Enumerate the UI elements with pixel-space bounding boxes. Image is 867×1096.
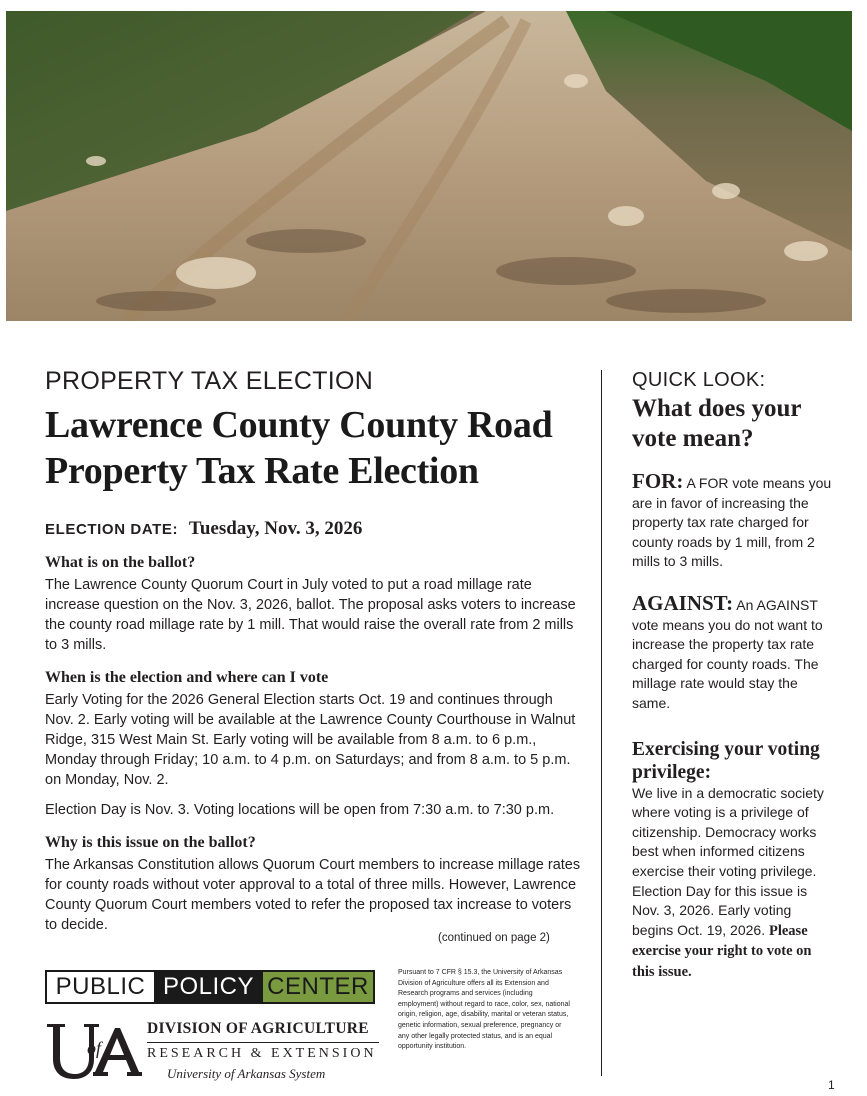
ppc-word-policy: POLICY	[154, 972, 263, 1002]
uofa-division-logo	[43, 1020, 383, 1082]
title-line-2: Property Tax Rate Election	[45, 450, 479, 492]
election-date-value: Tuesday, Nov. 3, 2026	[188, 518, 363, 539]
election-date-label: ELECTION DATE:	[45, 521, 179, 538]
ppc-word-public: PUBLIC	[47, 972, 154, 1002]
title-line-1: Lawrence County County Road	[45, 404, 553, 446]
main-article	[45, 366, 585, 935]
article-kicker: PROPERTY TAX ELECTION	[45, 367, 374, 395]
public-policy-center-logo	[45, 970, 375, 1004]
section-text-ballot: The Lawrence County Quorum Court in July voted to put a road millage rate increase question on the Nov. 3, 2026, ballot. The proposal asks voters to increase the county road millage rate by 1 mill. That would raise the overall rate from 2 mills to 3 mills.	[45, 577, 576, 653]
uofa-division-text: DIVISION OF AGRICULTURE	[147, 1020, 369, 1037]
quick-look-sidebar	[632, 368, 832, 982]
exercise-heading: Exercising your voting privilege:	[632, 738, 820, 783]
exercise-block	[632, 784, 832, 983]
uofa-rule	[147, 1042, 379, 1043]
article-title	[45, 402, 585, 494]
section-heading-why: Why is this issue on the ballot?	[45, 834, 256, 851]
uofa-research-text: RESEARCH & EXTENSION	[147, 1046, 377, 1061]
column-divider	[601, 370, 602, 1076]
section-text-why: The Arkansas Constitution allows Quorum Court members to increase millage rates for county roads without voter approval to a total of three mills. However, Lawrence County Quorum Court members voted to refer the proposed tax increase to voters to decide.	[45, 857, 581, 933]
page-number: 1	[828, 1078, 835, 1092]
uofa-system-text: University of Arkansas System	[167, 1066, 326, 1081]
for-text: A FOR vote means you are in favor of increasing the property tax rate charged for county roads by 1 mill, from 2 mills to 3 mills.	[632, 475, 832, 570]
legal-notice: Pursuant to 7 CFR § 15.3, the University of Arkansas Division of Agriculture offers all its Extension and Research programs and services (including employment) without regard to race, color, sex, national origin, religion, age, disability, marital or veteran status, genetic information, sexual preference, pregnancy or any other legally protected status, and is an equal opportunity institution.	[398, 969, 570, 1051]
header-photo	[6, 11, 852, 321]
continued-note: (continued on page 2)	[438, 932, 550, 944]
section-heading-when: When is the election and where can I vote	[45, 669, 329, 686]
exercise-text: We live in a democratic society where voting is a privilege of citizenship. Democracy works best when informed citizens exercise their voting privilege. Election Day for this issue is Nov. 3, 2026. Early voting begins Oct. 19, 2026.	[632, 784, 824, 938]
for-vote-block	[632, 469, 832, 572]
sidebar-kicker: QUICK LOOK:	[632, 369, 766, 391]
ppc-word-center: CENTER	[263, 972, 373, 1002]
gravel-road-photo-icon	[6, 11, 852, 321]
sidebar-title: What does your vote mean?	[632, 395, 802, 452]
section-text-when-day: Election Day is Nov. 3. Voting locations will be open from 7:30 a.m. to 7:30 p.m.	[45, 802, 555, 818]
section-text-when-early: Early Voting for the 2026 General Election starts Oct. 19 and continues through Nov. 2. Early voting will be available at the Lawrence County Courthouse in Walnut Ridge, 315 West Main St. Early voting will be available from 8 a.m. to 6 p.m., Monday through Friday; 10 a.m. to 4 p.m. on Saturdays; and from 8 a.m. to 5 p.m. on Monday, Nov. 2.	[45, 692, 576, 788]
election-date	[45, 518, 585, 540]
against-label: AGAINST:	[632, 590, 734, 615]
svg-text:of: of	[87, 1038, 102, 1058]
against-text: An AGAINST vote means you do not want to increase the property tax rate charged for county roads. The millage rate would stay the same.	[632, 596, 823, 711]
for-label: FOR:	[632, 469, 684, 493]
against-vote-block	[632, 590, 832, 714]
section-heading-ballot: What is on the ballot?	[45, 554, 196, 571]
uofa-mark-icon	[43, 1020, 143, 1080]
exercise-bold-text: Please exercise your right to vote on this issue.	[632, 922, 812, 980]
